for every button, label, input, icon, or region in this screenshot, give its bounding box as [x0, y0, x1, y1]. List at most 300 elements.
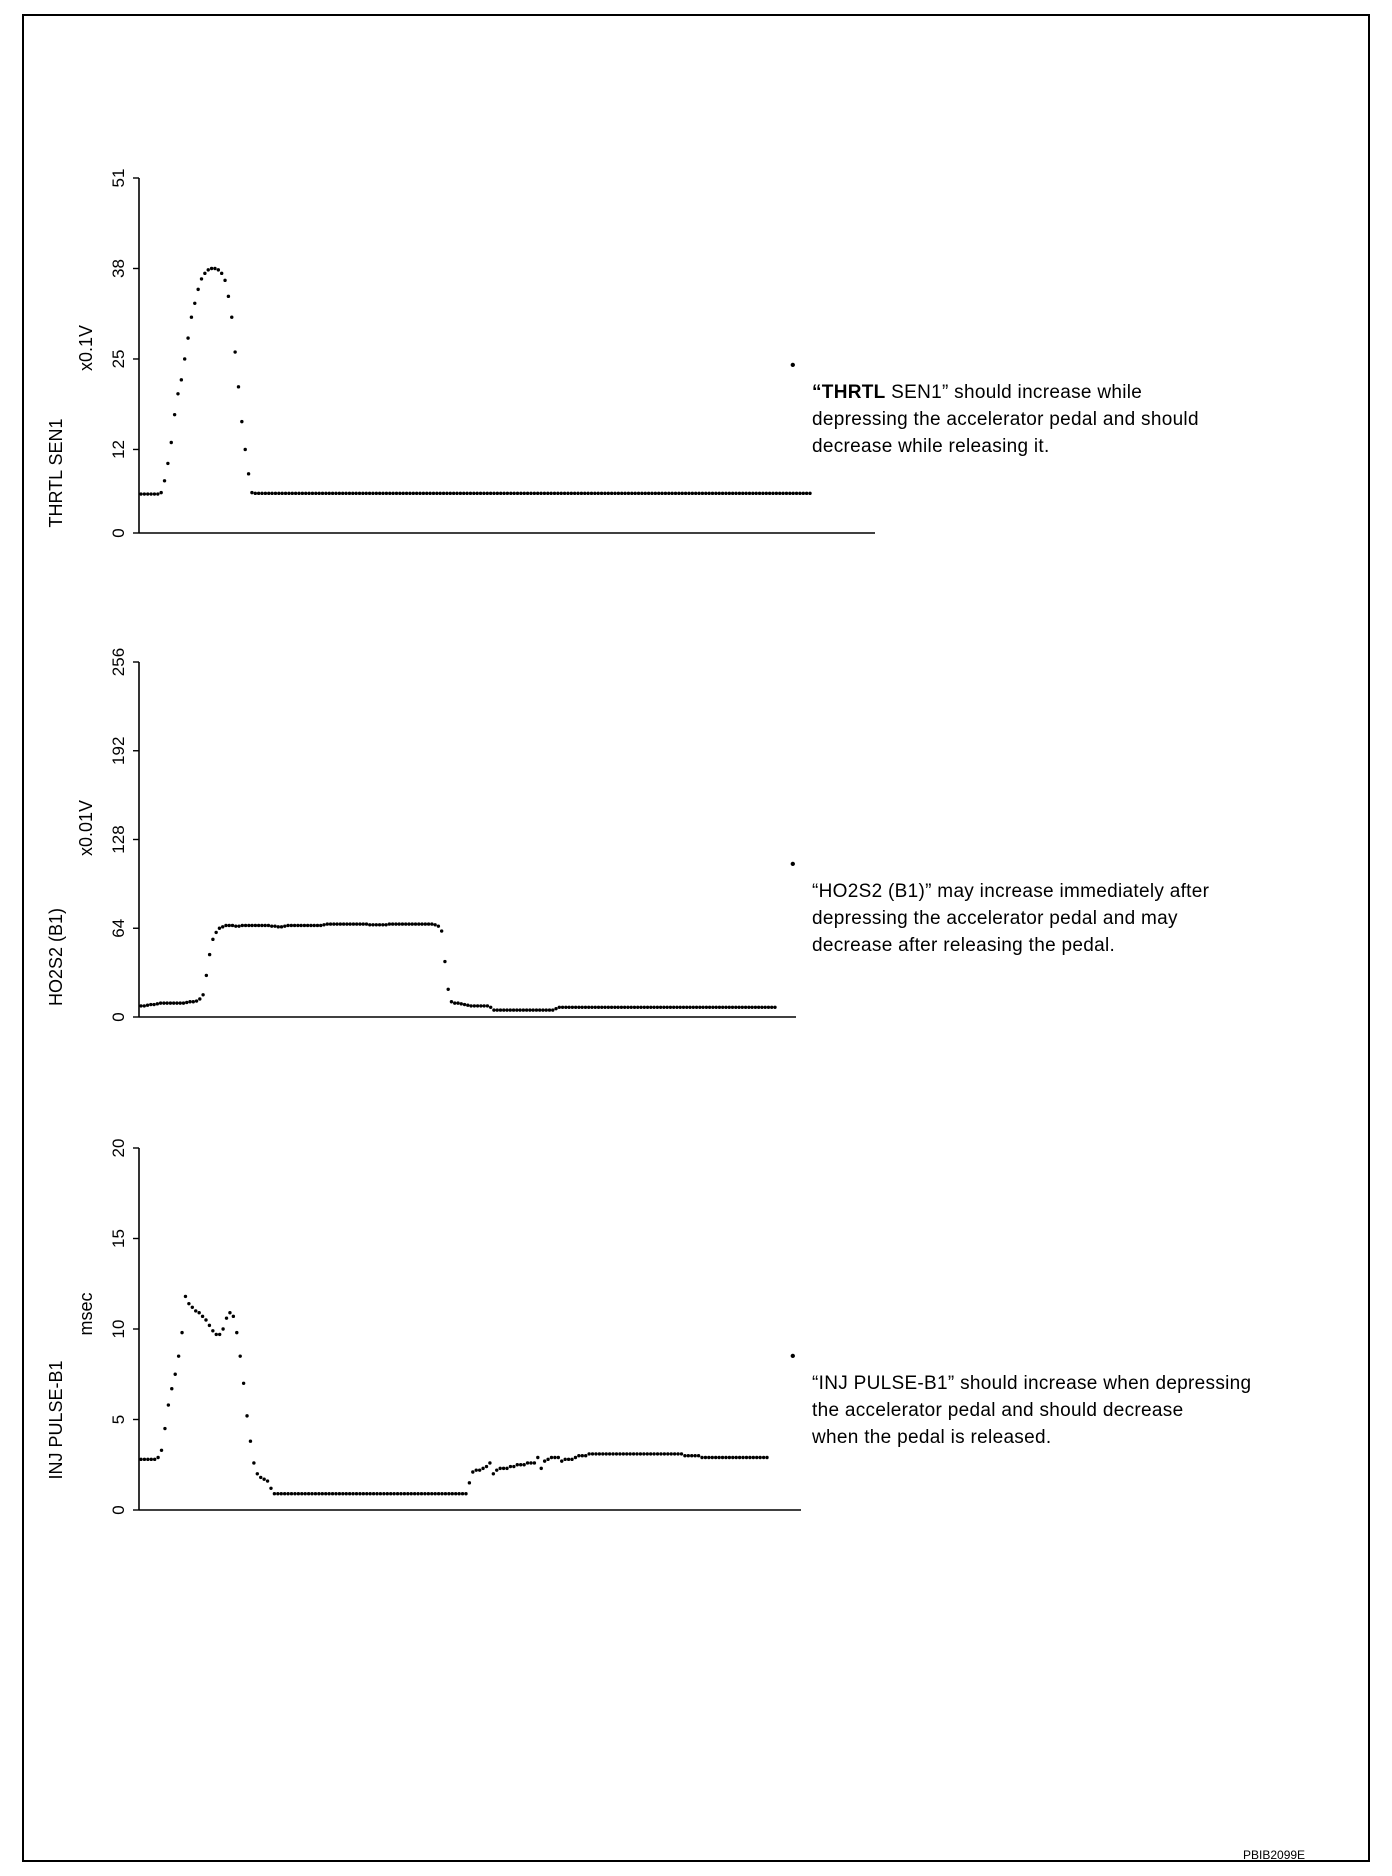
data-point [607, 1006, 610, 1009]
data-point [190, 316, 193, 319]
data-point [412, 492, 415, 495]
data-point [515, 1008, 518, 1011]
data-point [173, 413, 176, 416]
data-point [156, 1456, 159, 1459]
data-point [567, 1458, 570, 1461]
data-point [204, 1318, 207, 1321]
data-point [616, 1006, 619, 1009]
data-point [388, 922, 391, 925]
data-point [650, 492, 653, 495]
data-point [506, 492, 509, 495]
data-point [724, 1456, 727, 1459]
data-point [781, 492, 784, 495]
data-point [751, 492, 754, 495]
data-point [277, 492, 280, 495]
data-point [185, 1001, 188, 1004]
data-point [256, 1472, 259, 1475]
data-point [587, 1452, 590, 1455]
note-text: “HO2S2 (B1)” may increase immediately after depressing the accelerator pedal and may decrease after releasing the pedal. [812, 881, 1210, 956]
data-point [327, 1492, 330, 1495]
data-point [153, 1458, 156, 1461]
y-axis-label: HO2S2 (B1) [46, 907, 66, 1007]
data-point [402, 492, 405, 495]
data-point [143, 1004, 146, 1007]
data-point [535, 1008, 538, 1011]
data-point [211, 938, 214, 941]
y-axis-label: INJ PULSE-B1 [46, 1360, 66, 1480]
data-point [666, 1452, 669, 1455]
data-point [146, 492, 149, 495]
data-point [677, 492, 680, 495]
data-point [425, 492, 428, 495]
data-point [509, 1008, 512, 1011]
data-point [636, 1006, 639, 1009]
data-point [342, 922, 345, 925]
data-point [539, 492, 542, 495]
data-point [580, 492, 583, 495]
data-point [771, 492, 774, 495]
data-point [662, 1006, 665, 1009]
data-point [690, 1454, 693, 1457]
data-point [755, 1456, 758, 1459]
data-point [625, 1452, 628, 1455]
data-point [328, 492, 331, 495]
data-point [762, 1456, 765, 1459]
data-point [324, 492, 327, 495]
data-point [707, 1456, 710, 1459]
chart-2 [46, 648, 796, 1022]
note-text: “INJ PULSE-B1” should increase when depressing the accelerator pedal and should decrease when the pedal is released. [812, 1373, 1252, 1448]
data-point [306, 924, 309, 927]
data-point [701, 1006, 704, 1009]
data-point [408, 492, 411, 495]
data-point [297, 492, 300, 495]
data-point [526, 492, 529, 495]
y-tick-label: 20 [109, 1138, 128, 1158]
data-point [607, 492, 610, 495]
data-point [489, 492, 492, 495]
data-point [496, 492, 499, 495]
data-point [516, 492, 519, 495]
data-point [639, 1452, 642, 1455]
data-point [358, 492, 361, 495]
data-point [635, 1452, 638, 1455]
data-point [673, 1452, 676, 1455]
data-point [594, 1006, 597, 1009]
data-point [362, 922, 365, 925]
data-point [365, 922, 368, 925]
data-point [577, 1454, 580, 1457]
data-point [334, 492, 337, 495]
data-point [280, 925, 283, 928]
data-point [179, 1001, 182, 1004]
data-point [339, 922, 342, 925]
data-point [182, 1001, 185, 1004]
data-point [300, 1492, 303, 1495]
data-point [701, 492, 704, 495]
data-point [587, 1006, 590, 1009]
data-point [388, 492, 391, 495]
data-point [242, 1382, 245, 1385]
data-point [570, 1458, 573, 1461]
data-point [391, 492, 394, 495]
data-point [250, 491, 253, 494]
data-point [597, 1006, 600, 1009]
data-point [808, 492, 811, 495]
data-point [694, 492, 697, 495]
data-point [424, 922, 427, 925]
data-point [704, 492, 707, 495]
data-point [738, 1456, 741, 1459]
data-point [176, 392, 179, 395]
data-point [553, 1456, 556, 1459]
data-point [249, 1440, 252, 1443]
data-point [381, 923, 384, 926]
data-point [639, 1006, 642, 1009]
bullet-icon: • [790, 357, 796, 374]
data-point [693, 1454, 696, 1457]
data-point [505, 1008, 508, 1011]
data-point [556, 492, 559, 495]
data-point [805, 492, 808, 495]
data-point [632, 1452, 635, 1455]
data-point [697, 492, 700, 495]
data-point [177, 1354, 180, 1357]
data-point [721, 1006, 724, 1009]
data-point [391, 922, 394, 925]
data-point [283, 1492, 286, 1495]
data-point [488, 1461, 491, 1464]
data-point [778, 492, 781, 495]
data-point [642, 1452, 645, 1455]
data-point [453, 1001, 456, 1004]
data-point [577, 1006, 580, 1009]
data-point [451, 1492, 454, 1495]
data-point [167, 1403, 170, 1406]
data-point [232, 1315, 235, 1318]
data-point [580, 1006, 583, 1009]
data-point [768, 492, 771, 495]
data-point [329, 922, 332, 925]
data-point [560, 1459, 563, 1462]
data-point [276, 1492, 279, 1495]
data-point [146, 1458, 149, 1461]
data-point [734, 1006, 737, 1009]
data-point [454, 1492, 457, 1495]
data-point [287, 492, 290, 495]
data-point [294, 492, 297, 495]
data-point [728, 1456, 731, 1459]
data-point [283, 924, 286, 927]
data-point [281, 492, 284, 495]
data-point [649, 1452, 652, 1455]
data-point [775, 492, 778, 495]
note-ho2s2-b1 [790, 851, 1332, 959]
data-point [273, 1492, 276, 1495]
data-point [747, 1006, 750, 1009]
data-point [704, 1456, 707, 1459]
data-point [354, 492, 357, 495]
data-point [449, 492, 452, 495]
data-point [748, 1456, 751, 1459]
data-point [415, 492, 418, 495]
data-point [667, 492, 670, 495]
data-point [466, 1004, 469, 1007]
data-point [274, 492, 277, 495]
data-point [523, 492, 526, 495]
data-point [416, 1492, 419, 1495]
data-point [445, 492, 448, 495]
data-point [707, 492, 710, 495]
data-point [728, 1006, 731, 1009]
data-point [640, 492, 643, 495]
data-point [711, 1006, 714, 1009]
data-point [594, 1452, 597, 1455]
data-point [601, 1452, 604, 1455]
data-point [162, 1001, 165, 1004]
bullet-icon: • [790, 856, 796, 873]
data-point [462, 492, 465, 495]
data-point [338, 492, 341, 495]
data-point [316, 924, 319, 927]
data-point [188, 1000, 191, 1003]
data-point [430, 1492, 433, 1495]
y-tick-label: 15 [109, 1229, 128, 1248]
data-point [348, 922, 351, 925]
data-point [398, 492, 401, 495]
data-point [215, 1333, 218, 1336]
data-point [331, 1492, 334, 1495]
data-point [191, 1306, 194, 1309]
data-point [201, 993, 204, 996]
data-point [170, 1387, 173, 1390]
data-point [471, 1470, 474, 1473]
data-point [758, 1456, 761, 1459]
data-point [375, 1492, 378, 1495]
y-tick-label: 128 [109, 825, 128, 854]
data-point [533, 1461, 536, 1464]
data-point [420, 922, 423, 925]
data-point [210, 267, 213, 270]
data-point [213, 267, 216, 270]
data-point [522, 1008, 525, 1011]
data-point [245, 1414, 248, 1417]
data-point [646, 1006, 649, 1009]
data-point [432, 492, 435, 495]
data-point [417, 922, 420, 925]
data-point [221, 1327, 224, 1330]
data-point [718, 492, 721, 495]
data-point [670, 1452, 673, 1455]
data-point [317, 492, 320, 495]
data-point [543, 1459, 546, 1462]
data-point [378, 923, 381, 926]
data-point [656, 1452, 659, 1455]
data-point [322, 923, 325, 926]
data-point [657, 492, 660, 495]
data-point [405, 492, 408, 495]
data-point [230, 316, 233, 319]
data-point [502, 1467, 505, 1470]
data-point [284, 492, 287, 495]
data-point [208, 953, 211, 956]
data-point [620, 492, 623, 495]
data-point [605, 1452, 608, 1455]
data-point [385, 492, 388, 495]
data-point [593, 492, 596, 495]
data-point [591, 1452, 594, 1455]
data-point [338, 1492, 341, 1495]
data-point [457, 1492, 460, 1495]
data-point [183, 357, 186, 360]
data-point [433, 923, 436, 926]
data-point [463, 1003, 466, 1006]
data-point [197, 1311, 200, 1314]
data-point [663, 1452, 666, 1455]
data-point [166, 462, 169, 465]
data-point [263, 924, 266, 927]
data-point [355, 1492, 358, 1495]
data-point [611, 1452, 614, 1455]
data-point [233, 350, 236, 353]
data-point [187, 1302, 190, 1305]
data-point [348, 1492, 351, 1495]
data-point [174, 1373, 177, 1376]
data-point [217, 268, 220, 271]
data-point [714, 492, 717, 495]
data-point [584, 1454, 587, 1457]
data-point [260, 492, 263, 495]
data-point [764, 1006, 767, 1009]
data-point [163, 1427, 166, 1430]
data-point [495, 1468, 498, 1471]
data-point [324, 1492, 327, 1495]
data-point [269, 1487, 272, 1490]
data-point [231, 924, 234, 927]
data-point [721, 492, 724, 495]
data-point [590, 1006, 593, 1009]
data-point [139, 1458, 142, 1461]
bullet-icon: • [790, 1348, 796, 1365]
data-point [235, 1331, 238, 1334]
data-point [286, 1492, 289, 1495]
data-point [492, 1008, 495, 1011]
data-point [348, 492, 351, 495]
data-point [418, 492, 421, 495]
data-point [573, 492, 576, 495]
data-point [257, 492, 260, 495]
data-point [570, 492, 573, 495]
data-point [267, 492, 270, 495]
data-point [519, 1463, 522, 1466]
data-point [711, 492, 714, 495]
data-point [447, 988, 450, 991]
data-point [345, 922, 348, 925]
data-point [737, 1006, 740, 1009]
data-point [247, 472, 250, 475]
data-point [442, 492, 445, 495]
data-point [630, 1006, 633, 1009]
note-text: SEN1” should increase while depressing the accelerator pedal and should decrease while releasing it. [812, 382, 1199, 457]
data-point [143, 492, 146, 495]
data-point [505, 1467, 508, 1470]
data-point [193, 302, 196, 305]
data-point [214, 931, 217, 934]
data-point [637, 492, 640, 495]
data-point [627, 492, 630, 495]
data-point [563, 492, 566, 495]
data-point [590, 492, 593, 495]
data-point [341, 1492, 344, 1495]
data-point [291, 492, 294, 495]
data-point [335, 922, 338, 925]
data-point [674, 492, 677, 495]
data-point [536, 1456, 539, 1459]
data-point [422, 492, 425, 495]
data-point [254, 492, 257, 495]
data-point [755, 492, 758, 495]
data-point [460, 1002, 463, 1005]
data-point [549, 492, 552, 495]
data-point [551, 1008, 554, 1011]
data-point [414, 922, 417, 925]
data-point [224, 924, 227, 927]
data-point [430, 922, 433, 925]
data-point [299, 924, 302, 927]
data-point [757, 1006, 760, 1009]
data-point [478, 1468, 481, 1471]
data-point [748, 492, 751, 495]
data-point [371, 492, 374, 495]
data-point [326, 922, 329, 925]
data-point [203, 272, 206, 275]
data-point [365, 1492, 368, 1495]
data-point [459, 492, 462, 495]
y-tick-label: 25 [109, 349, 128, 369]
y-tick-label: 12 [109, 440, 128, 459]
y-tick-label: 64 [109, 918, 128, 938]
data-point [475, 1468, 478, 1471]
data-point [630, 492, 633, 495]
data-point [583, 492, 586, 495]
data-point [334, 1492, 337, 1495]
data-point [317, 1492, 320, 1495]
data-point [175, 1001, 178, 1004]
data-point [172, 1001, 175, 1004]
data-point [443, 960, 446, 963]
data-point [311, 492, 314, 495]
data-point [149, 492, 152, 495]
data-point [560, 492, 563, 495]
data-point [670, 492, 673, 495]
data-point [314, 1492, 317, 1495]
y-tick-label: 5 [109, 1414, 128, 1425]
data-point [465, 492, 468, 495]
note-thrtl-sen1 [790, 352, 1332, 460]
data-point [270, 492, 273, 495]
data-point [685, 1006, 688, 1009]
data-point [368, 492, 371, 495]
data-point [361, 492, 364, 495]
data-point [307, 492, 310, 495]
data-point [198, 997, 201, 1000]
y-axis-label: THRTL SEN1 [46, 418, 66, 528]
data-point [259, 1476, 262, 1479]
data-point [744, 1006, 747, 1009]
data-point [586, 492, 589, 495]
data-point [566, 492, 569, 495]
data-point [697, 1454, 700, 1457]
